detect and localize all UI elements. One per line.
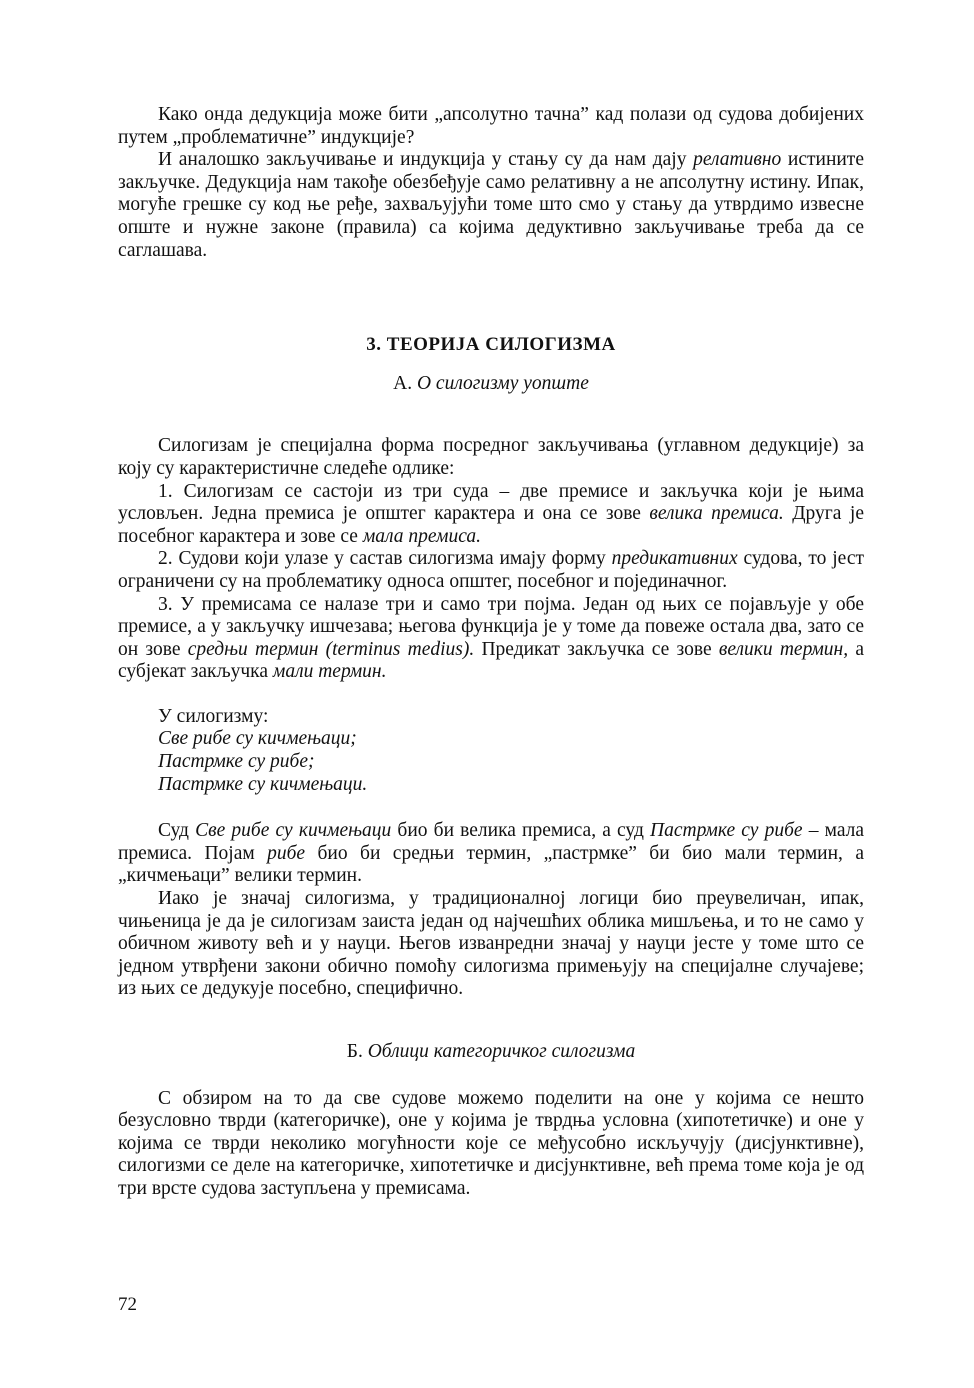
categorical-forms-paragraph: С обзиром на то да све судове можемо поделити на оне у којима се нешто безусловно тврди (категоричке), оне у којима је тврдња условна (хипотетичке) и оне у којима се тврди неколико могућности које се међусобно искључују (дисјунктивне), силогизми се деле на категоричке, хипотетичке и дисјунктивне, већ према томе која је од три врсте судова заступљена у премисама. <box>118 1087 864 1199</box>
page-number: 72 <box>118 1294 137 1315</box>
property-2-paragraph: 2. Судови који улазе у састав силогизма имају форму предикативних судова, то јест ограничени су на проблематику односа општег, посебног и појединачног. <box>118 548 865 592</box>
intro-paragraph-1: Како онда дедукција може бити „апсолутно тачна” кад полази од судова добијених путем „проблематичне” индукције? <box>118 104 864 148</box>
syllogism-definition-paragraph: Силогизам је специјална форма посредног закључивања (углавном дедукције) за коју су карактеристичне следеће одлике: <box>118 435 864 479</box>
page-body <box>118 104 864 1201</box>
example-intro: У силогизму: <box>158 705 269 727</box>
example-conclusion: Пастрмке су кичмењаци. <box>158 773 368 795</box>
significance-paragraph: Иако је значај силогизма, у традиционалној логици био преувеличан, ипак, чињеница је да је силогизам заиста један од најчешћих облика мишљења, и то не само у обичном животу већ и у науци. Његов изванредни значај у науци јесте у томе што се једном утврђени закони обично помоћу силогизма примењују на специјалне случајеве; из њих се дедукује посебно, специфично. <box>118 888 864 1000</box>
property-1-paragraph: 1. Силогизам се састоји из три суда – две премисе и закључка који је њима условљен. Једна премиса је општег карактера и она се зове велика премиса. Друга је посебног карактера и зове се мала премиса. <box>118 480 864 547</box>
subsection-a-title: А. О силогизму уопште <box>393 372 589 394</box>
syllogism-example <box>118 706 864 796</box>
section-title: 3. ТЕОРИЈА СИЛОГИЗМА <box>366 334 616 356</box>
property-3-paragraph: 3. У премисама се налазе три и само три појма. Један од њих се појављује у обе премисе, а у закључку ишчезава; његова функција је у томе да повеже остала два, зато се он зове средњи термин (terminus medius). Предикат закључка се зове велики термин, а субјекат закључка мали термин. <box>118 593 864 683</box>
intro-paragraph-2: И аналошко закључивање и индукција у стању су да нам дају релативно истините закључке. Дедукција нам такође обезбеђује само релативну а не апсолутну истину. Ипак, могуће грешке су код ње ређе, захваљујући томе што смо у стању да утврдимо извесне опште и нужне законе (правила) са којима дедуктивно закључивање треба да се саглашава. <box>118 149 864 261</box>
example-minor-premise: Пастрмке су рибе; <box>158 751 315 773</box>
example-explanation-paragraph: Суд Све рибе су кичмењаци био би велика премиса, а суд Пастрмке су рибе – мала премиса. Појам рибе био би средњи термин, „пастрмке” би био мали термин, а „кичмењаци” велики термин. <box>118 820 865 887</box>
subsection-b-title: Б. Облици категоричког силогизма <box>346 1041 636 1062</box>
example-major-premise: Све рибе су кичмењаци; <box>158 728 357 750</box>
